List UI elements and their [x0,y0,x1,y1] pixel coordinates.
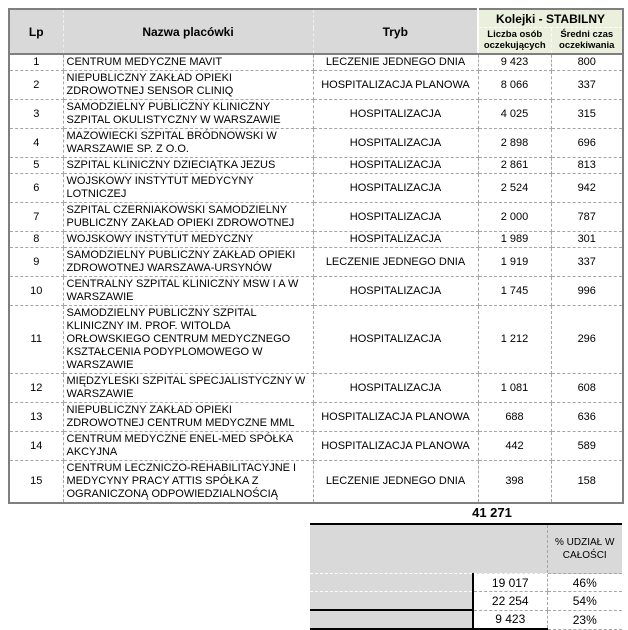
facility-name-cell: MAZOWIECKI SZPITAL BRÓDNOWSKI W WARSZAWIE SP. Z O.O. [63,129,313,158]
row-number-cell: 8 [9,232,63,248]
mode-cell: LECZENIE JEDNEGO DNIA [313,461,478,504]
queues-prefix: Kolejki - [495,12,546,26]
summary-header-share: % UDZIAŁ W CAŁOŚCI [547,524,622,574]
mode-cell: LECZENIE JEDNEGO DNIA [313,248,478,277]
waiting-count-cell: 2 524 [478,174,551,203]
table-row [9,306,623,374]
waiting-count-cell: 1 919 [478,248,551,277]
facility-name-cell: NIEPUBLICZNY ZAKŁAD OPIEKI ZDROWOTNEJ SENSOR CLINIQ [63,71,313,100]
table-row [9,461,623,504]
summary-value-cell: 9 423 [473,610,547,629]
mode-cell: HOSPITALIZACJA [313,277,478,306]
total-waiting-value: 41 271 [472,505,512,520]
mode-cell: HOSPITALIZACJA [313,158,478,174]
summary-share-cell: 54% [547,592,622,611]
table-row [9,432,623,461]
avg-time-cell: 696 [551,129,623,158]
waiting-count-cell: 1 989 [478,232,551,248]
avg-time-cell: 301 [551,232,623,248]
mode-cell: HOSPITALIZACJA PLANOWA [313,403,478,432]
row-number-cell: 9 [9,248,63,277]
mode-cell: HOSPITALIZACJA [313,306,478,374]
facilities-tbody [9,54,623,503]
waiting-count-cell: 398 [478,461,551,504]
summary-row [310,592,622,611]
waiting-count-cell: 442 [478,432,551,461]
row-number-cell: 14 [9,432,63,461]
facility-name-cell: CENTRUM MEDYCZNE ENEL-MED SPÓŁKA AKCYJNA [63,432,313,461]
facility-name-cell: SAMODZIELNY PUBLICZNY KLINICZNY SZPITAL OKULISTYCZNY W WARSZAWIE [63,100,313,129]
waiting-count-cell: 4 025 [478,100,551,129]
col-header-queues-group [478,9,623,28]
summary-value-cell: 22 254 [473,592,547,611]
summary-row [310,574,622,592]
facility-name-cell: CENTRALNY SZPITAL KLINICZNY MSW I A W WARSZAWIE [63,277,313,306]
waiting-count-cell: 2 000 [478,203,551,232]
facility-name-cell: SZPITAL KLINICZNY DZIECIĄTKA JEZUS [63,158,313,174]
table-row [9,100,623,129]
table-row [9,54,623,71]
avg-time-cell: 636 [551,403,623,432]
mode-cell: HOSPITALIZACJA [313,232,478,248]
waiting-count-cell: 1 745 [478,277,551,306]
row-number-cell: 1 [9,54,63,71]
mode-cell: HOSPITALIZACJA PLANOWA [313,432,478,461]
row-number-cell: 10 [9,277,63,306]
waiting-count-cell: 688 [478,403,551,432]
summary-share-cell: 23% [547,610,622,629]
waiting-count-cell: 1 212 [478,306,551,374]
facility-name-cell: WOJSKOWY INSTYTUT MEDYCYNY LOTNICZEJ [63,174,313,203]
table-row [9,232,623,248]
avg-time-cell: 337 [551,248,623,277]
col-header-avg-time: Średni czas oczekiwania [551,28,623,55]
mode-cell: HOSPITALIZACJA [313,203,478,232]
col-header-mode: Tryb [313,9,478,54]
row-number-cell: 15 [9,461,63,504]
facility-name-cell: SZPITAL CZERNIAKOWSKI SAMODZIELNY PUBLICZNY ZAKŁAD OPIEKI ZDROWOTNEJ [63,203,313,232]
table-row [9,71,623,100]
summary-label-cell [310,574,473,592]
table-row [9,174,623,203]
facility-name-cell: NIEPUBLICZNY ZAKŁAD OPIEKI ZDROWOTNEJ CENTRUM MEDYCZNE MML [63,403,313,432]
table-row [9,129,623,158]
row-number-cell: 5 [9,158,63,174]
facility-name-cell: SAMODZIELNY PUBLICZNY ZAKŁAD OPIEKI ZDROWOTNEJ WARSZAWA-URSYNÓW [63,248,313,277]
mode-cell: HOSPITALIZACJA PLANOWA [313,71,478,100]
avg-time-cell: 589 [551,432,623,461]
total-row [8,504,628,523]
row-number-cell: 13 [9,403,63,432]
col-header-lp: Lp [9,9,63,54]
table-row [9,203,623,232]
avg-time-cell: 158 [551,461,623,504]
col-header-waiting-count: Liczba osób oczekujących [478,28,551,55]
row-number-cell: 4 [9,129,63,158]
facility-name-cell: MIĘDZYLESKI SZPITAL SPECJALISTYCZNY W WARSZAWIE [63,374,313,403]
mode-cell: HOSPITALIZACJA [313,129,478,158]
facility-name-cell: CENTRUM MEDYCZNE MAVIT [63,54,313,71]
summary-label-cell [310,610,473,629]
mode-cell: LECZENIE JEDNEGO DNIA [313,54,478,71]
facility-name-cell: WOJSKOWY INSTYTUT MEDYCZNY [63,232,313,248]
summary-header-spacer [310,524,547,574]
avg-time-cell: 813 [551,158,623,174]
summary-table [310,523,622,630]
row-number-cell: 7 [9,203,63,232]
waiting-count-cell: 2 898 [478,129,551,158]
summary-tbody [310,574,622,630]
row-number-cell: 6 [9,174,63,203]
avg-time-cell: 315 [551,100,623,129]
waiting-count-cell: 9 423 [478,54,551,71]
waiting-count-cell: 2 861 [478,158,551,174]
facilities-table [8,8,624,504]
table-row [9,403,623,432]
table-row [9,158,623,174]
avg-time-cell: 608 [551,374,623,403]
row-number-cell: 2 [9,71,63,100]
avg-time-cell: 787 [551,203,623,232]
avg-time-cell: 996 [551,277,623,306]
summary-value-cell: 19 017 [473,574,547,592]
facility-name-cell: CENTRUM LECZNICZO-REHABILITACYJNE I MEDYCYNY PRACY ATTIS SPÓŁKA Z OGRANICZONĄ ODPOWIEDZIALNOŚCIĄ [63,461,313,504]
facility-name-cell: SAMODZIELNY PUBLICZNY SZPITAL KLINICZNY IM. PROF. WITOLDA ORŁOWSKIEGO CENTRUM MEDYCZNEGO KSZTAŁCENIA PODYPLOMOWEGO W WARSZAWIE [63,306,313,374]
col-header-name: Nazwa placówki [63,9,313,54]
avg-time-cell: 337 [551,71,623,100]
summary-row [310,610,622,629]
avg-time-cell: 296 [551,306,623,374]
avg-time-cell: 800 [551,54,623,71]
table-row [9,374,623,403]
summary-label-cell [310,592,473,611]
row-number-cell: 3 [9,100,63,129]
table-row [9,248,623,277]
mode-cell: HOSPITALIZACJA [313,174,478,203]
waiting-count-cell: 8 066 [478,71,551,100]
row-number-cell: 11 [9,306,63,374]
mode-cell: HOSPITALIZACJA [313,100,478,129]
mode-cell: HOSPITALIZACJA [313,374,478,403]
queues-group-name: STABILNY [545,12,606,26]
avg-time-cell: 942 [551,174,623,203]
table-row [9,277,623,306]
summary-share-cell: 46% [547,574,622,592]
waiting-count-cell: 1 081 [478,374,551,403]
row-number-cell: 12 [9,374,63,403]
